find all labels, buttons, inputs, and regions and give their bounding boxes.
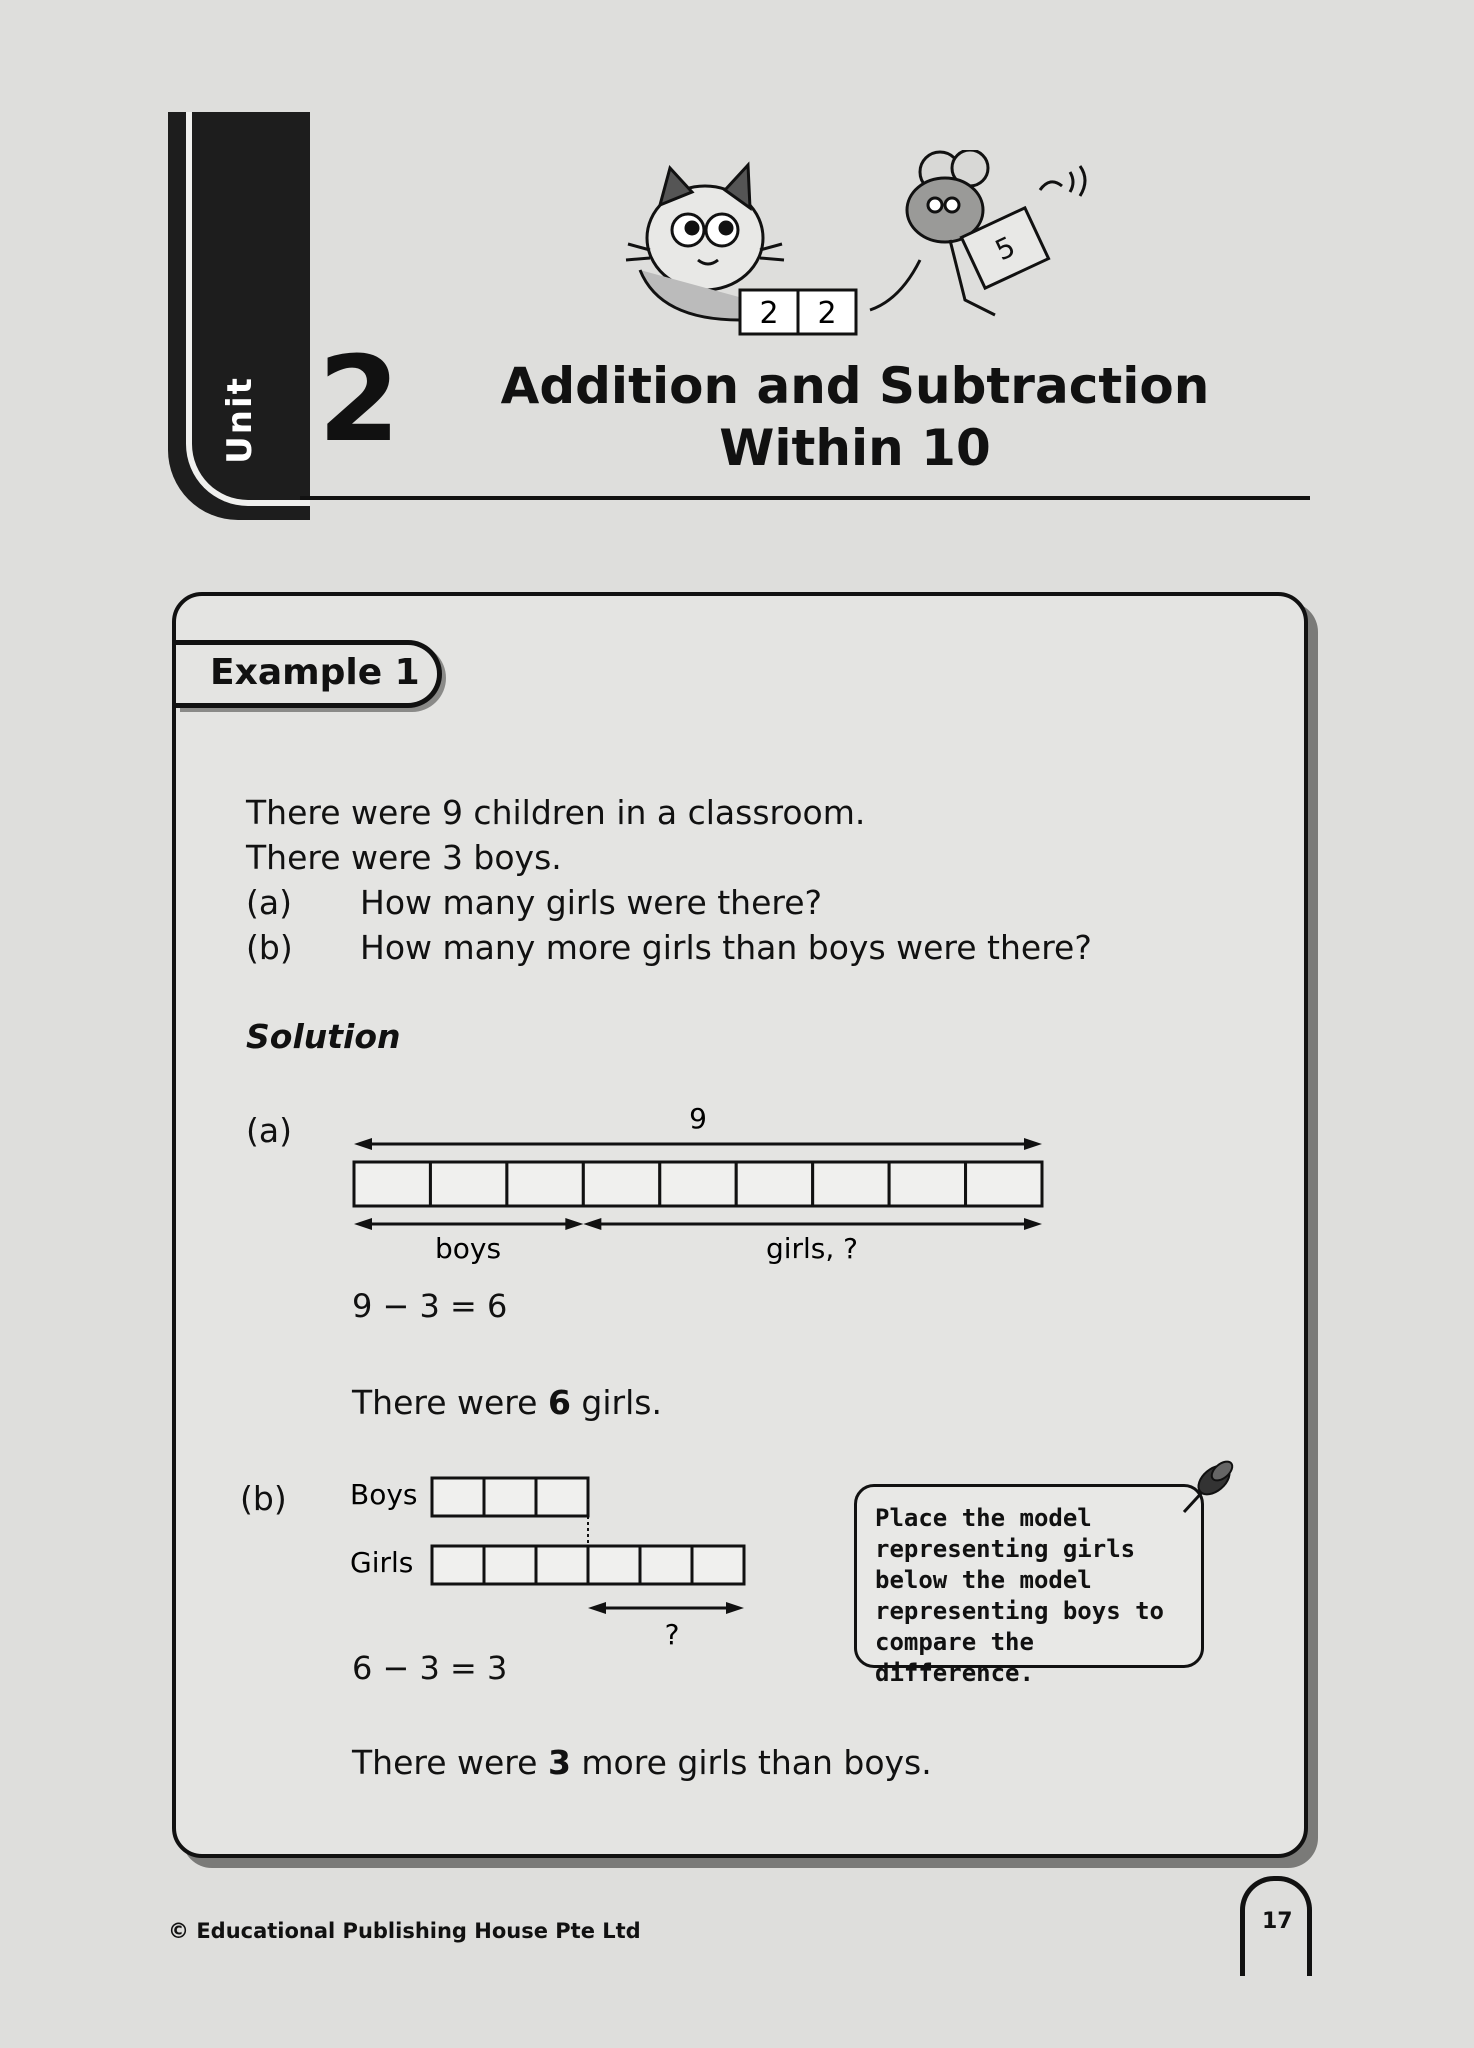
cat-and-mouse-illustration bbox=[600, 150, 1100, 340]
boys-unit-3 bbox=[536, 1478, 588, 1516]
boys-arrow-head-right bbox=[565, 1218, 583, 1230]
answer-a bbox=[352, 1380, 662, 1425]
equation-b: 6 − 3 = 3 bbox=[352, 1649, 508, 1687]
answer-a-suffix: girls. bbox=[570, 1383, 662, 1422]
answer-b bbox=[352, 1740, 932, 1785]
bar-unit-9 bbox=[966, 1162, 1042, 1206]
model-boys-label: Boys bbox=[350, 1478, 418, 1511]
total-arrow-head-right bbox=[1024, 1138, 1042, 1150]
unit-title-line2: Within 10 bbox=[719, 419, 991, 477]
bar-unit-6 bbox=[736, 1162, 812, 1206]
difference-arrow-head-left bbox=[588, 1602, 606, 1614]
bar-unit-7 bbox=[813, 1162, 889, 1206]
boys-unit-1 bbox=[432, 1478, 484, 1516]
girls-unit-3 bbox=[536, 1546, 588, 1584]
copyright-footer bbox=[168, 1916, 641, 1946]
girls-arrow-head-right bbox=[1024, 1218, 1042, 1230]
boys-label: boys bbox=[434, 1232, 502, 1265]
bar-unit-5 bbox=[660, 1162, 736, 1206]
bar-unit-4 bbox=[583, 1162, 659, 1206]
boys-arrow-head-left bbox=[354, 1218, 372, 1230]
tip-box: Place the model representing girls below the model representing boys to compare the difference. bbox=[854, 1484, 1204, 1668]
card-digit-1: 2 bbox=[759, 296, 779, 331]
girls-unit-4 bbox=[588, 1546, 640, 1584]
part-b-letter: (b) bbox=[246, 928, 293, 967]
unit-bar bbox=[354, 1162, 1042, 1206]
girls-unit-1 bbox=[432, 1546, 484, 1584]
part-a-letter: (a) bbox=[246, 883, 292, 922]
total-arrow bbox=[354, 1138, 1042, 1150]
copyright-text: Educational Publishing House Pte Ltd bbox=[196, 1919, 641, 1943]
unit-title bbox=[470, 355, 1240, 479]
card-number-5: 5 bbox=[990, 229, 1021, 268]
answer-b-suffix: more girls than boys. bbox=[570, 1743, 932, 1782]
difference-arrow-head-right bbox=[726, 1602, 744, 1614]
total-arrow-head-left bbox=[354, 1138, 372, 1150]
mouse-illustration bbox=[870, 150, 1085, 315]
answer-a-value: 6 bbox=[547, 1383, 571, 1422]
girls-label: girls, ? bbox=[765, 1232, 859, 1265]
number-cards bbox=[740, 290, 856, 334]
bar-model-a bbox=[340, 1100, 1060, 1270]
part-arrows bbox=[354, 1218, 1042, 1230]
unit-number: 2 bbox=[318, 330, 397, 468]
girls-unit-6 bbox=[692, 1546, 744, 1584]
girls-bar bbox=[432, 1546, 744, 1584]
question-line-2: There were 3 boys. bbox=[246, 838, 562, 877]
solution-b-letter: (b) bbox=[240, 1479, 287, 1518]
equation-a: 9 − 3 = 6 bbox=[352, 1287, 508, 1325]
example-label: Example 1 bbox=[210, 652, 420, 693]
title-rule bbox=[300, 496, 1310, 500]
model-girls-label: Girls bbox=[350, 1546, 414, 1579]
total-label: 9 bbox=[689, 1102, 707, 1135]
copyright-icon: © bbox=[168, 1919, 197, 1943]
difference-label: ? bbox=[664, 1618, 680, 1651]
solution-a-letter: (a) bbox=[246, 1111, 292, 1150]
unit-title-line1: Addition and Subtraction bbox=[500, 357, 1210, 415]
answer-b-value: 3 bbox=[547, 1743, 571, 1782]
boys-bar bbox=[432, 1478, 588, 1516]
bar-unit-2 bbox=[430, 1162, 506, 1206]
pushpin-icon bbox=[1170, 1454, 1240, 1524]
girls-unit-2 bbox=[484, 1546, 536, 1584]
card-digit-2: 2 bbox=[817, 296, 837, 331]
boys-unit-2 bbox=[484, 1478, 536, 1516]
page-number: 17 bbox=[1262, 1909, 1293, 1934]
part-b-question: How many more girls than boys were there? bbox=[360, 928, 1092, 967]
bar-unit-3 bbox=[507, 1162, 583, 1206]
answer-a-prefix: There were bbox=[352, 1383, 548, 1422]
solution-label: Solution bbox=[246, 1017, 401, 1056]
girls-unit-5 bbox=[640, 1546, 692, 1584]
answer-b-prefix: There were bbox=[352, 1743, 548, 1782]
question-line-1: There were 9 children in a classroom. bbox=[246, 793, 866, 832]
bar-model-b bbox=[340, 1468, 780, 1658]
unit-label: Unit bbox=[220, 376, 260, 464]
part-a-question: How many girls were there? bbox=[360, 883, 823, 922]
girls-arrow-head-left bbox=[583, 1218, 601, 1230]
bar-unit-8 bbox=[889, 1162, 965, 1206]
bar-unit-1 bbox=[354, 1162, 430, 1206]
